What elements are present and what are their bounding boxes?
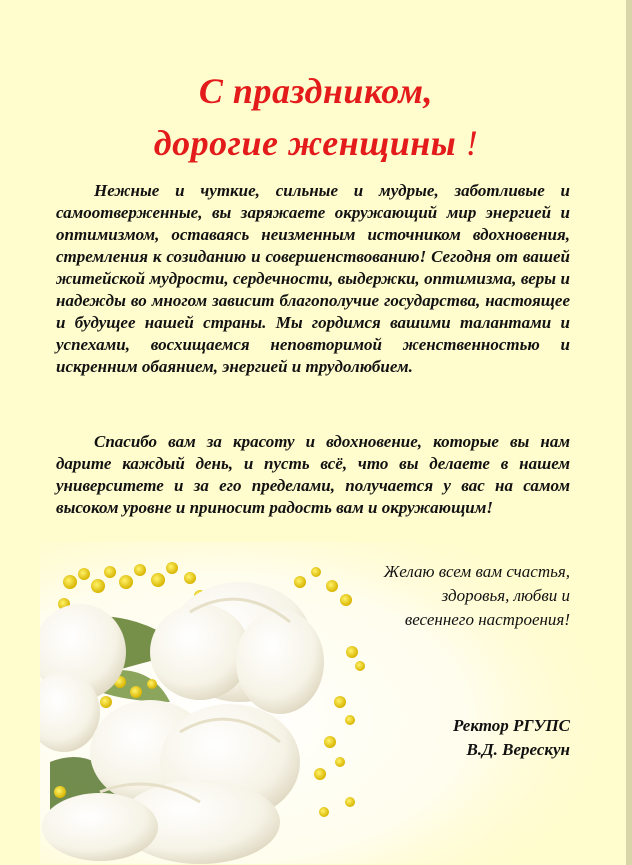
title-line-2-text: дорогие женщины	[153, 123, 457, 163]
greeting-paragraph-2: Спасибо вам за красоту и вдохновение, которые вы нам дарите каждый день, и пусть всё, что вы делаете в нашем университете и за его пределами, получается у вас на самом высоком уровне и приносит радость вам и окружающим!	[56, 432, 570, 517]
wish-line-2: здоровья, любви и	[441, 586, 570, 605]
wish-block	[310, 560, 570, 632]
signature-position: Ректор РГУПС	[453, 716, 570, 735]
title-line-2	[0, 122, 632, 164]
wish-line-3: весеннего настроения!	[404, 610, 570, 629]
signature-block	[453, 714, 570, 762]
signature-name: В.Д. Верескун	[466, 740, 570, 759]
greeting-paragraph-1: Нежные и чуткие, сильные и мудрые, заботливые и самоотверженные, вы заряжаете окружающий мир энергией и оптимизмом, оставаясь неизменным источником вдохновения, стремления к созиданию и совершенствованию! Сегодня от вашей житейской мудрости, сердечности, выдержки, оптимизма, веры и надежды во многом зависит благополучие государства, настоящее и будущее нашей страны. Мы гордимся вашими талантами и успехами, восхищаемся неповторимой женственностью и искренним обаянием, энергией и трудолюбием.	[56, 181, 570, 376]
wish-line-1: Желаю всем вам счастья,	[383, 562, 570, 581]
title-exclamation: !	[465, 123, 479, 163]
title-line-1: С праздником,	[198, 71, 434, 111]
